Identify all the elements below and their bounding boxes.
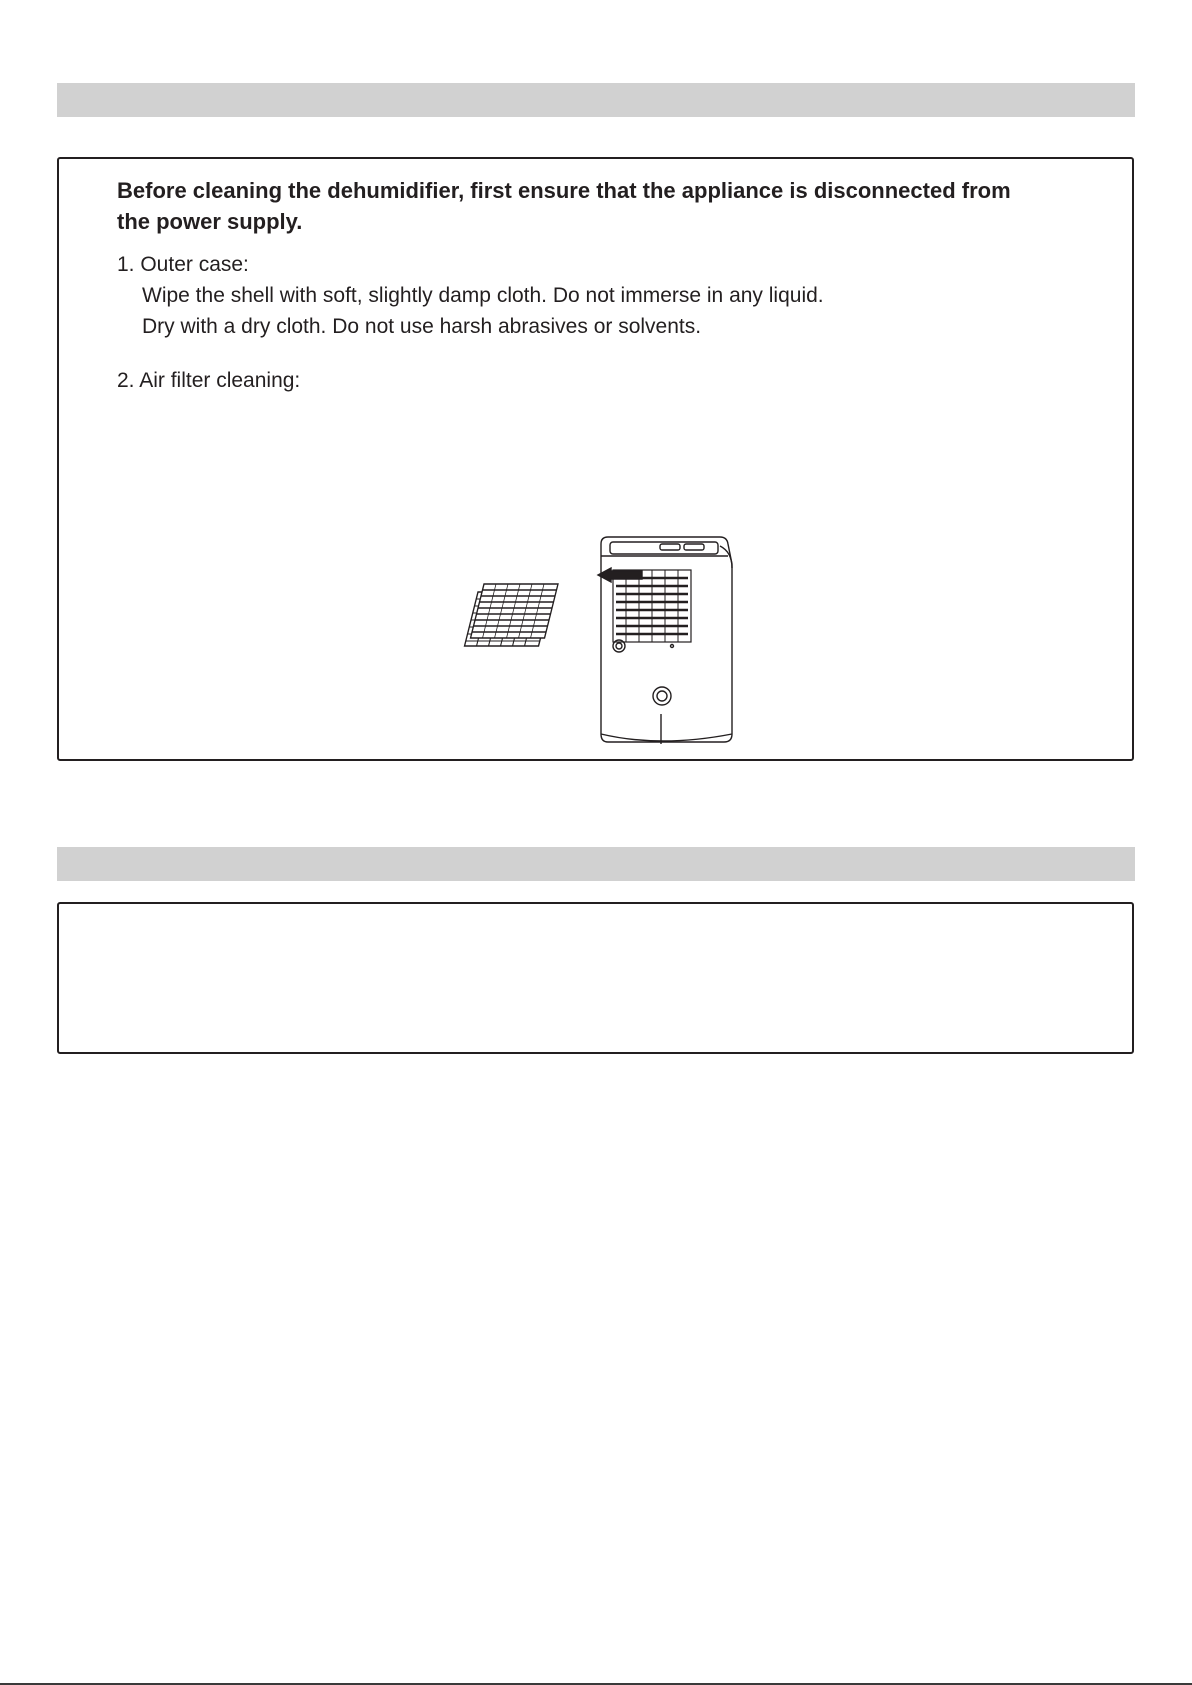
cleaning-instructions-box xyxy=(57,157,1134,761)
outer-case-line: Dry with a dry cloth. Do not use harsh abrasives or solvents. xyxy=(142,315,702,338)
outer-case-line: Wipe the shell with soft, slightly damp cloth. Do not immerse in any liquid. xyxy=(142,284,824,307)
air-filter-title: 2. Air filter cleaning: xyxy=(117,369,301,392)
outer-case-instructions xyxy=(142,280,1092,342)
secondary-content-box xyxy=(57,902,1134,1054)
section-header-bar-cleaning xyxy=(57,83,1135,117)
power-disconnect-warning: Before cleaning the dehumidifier, first ensure that the appliance is disconnected from the power supply. xyxy=(117,178,1011,234)
outer-case-title: 1. Outer case: xyxy=(117,253,249,276)
dehumidifier-filter-removal-icon xyxy=(430,534,750,752)
section-header-bar-secondary xyxy=(57,847,1135,881)
